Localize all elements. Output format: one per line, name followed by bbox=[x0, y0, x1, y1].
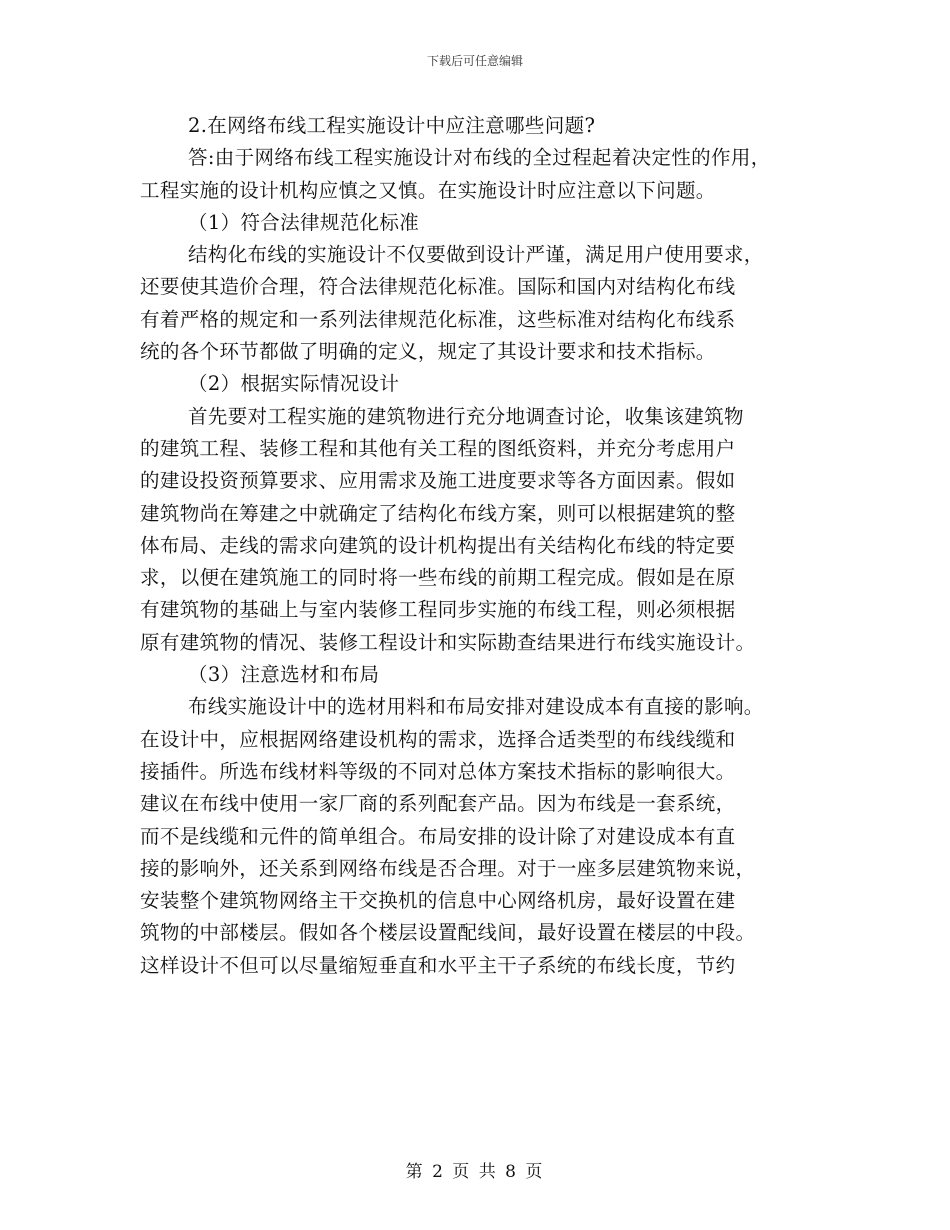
text-line: 还要使其造价合理，符合法律规范化标准。国际和国内对结构化布线 bbox=[140, 275, 736, 299]
text-line: 的建设投资预算要求、应用需求及施工进度要求等各方面因素。假如 bbox=[140, 469, 736, 493]
text-line: 建筑物尚在筹建之中就确定了结构化布线方案，则可以根据建筑的整 bbox=[140, 501, 736, 525]
text-line: 有着严格的规定和一系列法律规范化标准，这些标准对结构化布线系 bbox=[140, 307, 736, 331]
text-line: （1）符合法律规范化标准 bbox=[188, 210, 420, 234]
text-line: 2.在网络布线工程实施设计中应注意哪些问题? bbox=[188, 114, 596, 137]
text-line: 体布局、走线的需求向建筑的设计机构提出有关结构化布线的特定要 bbox=[140, 533, 736, 557]
text-line: 布线实施设计中的选材用料和布局安排对建设成本有直接的影响。 bbox=[188, 695, 764, 719]
text-line: 建议在布线中使用一家厂商的系列配套产品。因为布线是一套系统， bbox=[140, 792, 736, 816]
text-line: 有建筑物的基础上与室内装修工程同步实施的布线工程，则必须根据 bbox=[140, 598, 736, 622]
text-line: 接的影响外，还关系到网络布线是否合理。对于一座多层建筑物来说， bbox=[140, 856, 756, 880]
text-line: 求，以便在建筑施工的同时将一些布线的前期工程完成。假如是在原 bbox=[140, 566, 736, 590]
text-line: 统的各个环节都做了明确的定义，规定了其设计要求和技术指标。 bbox=[140, 340, 716, 364]
text-line: 筑物的中部楼层。假如各个楼层设置配线间，最好设置在楼层的中段。 bbox=[140, 921, 756, 945]
text-line: 在设计中，应根据网络建设机构的需求，选择合适类型的布线线缆和 bbox=[140, 727, 736, 751]
text-line: 结构化布线的实施设计不仅要做到设计严谨，满足用户使用要求， bbox=[188, 243, 764, 267]
page-header-note: 下载后可任意编辑 bbox=[426, 54, 523, 68]
text-line: 接插件。所选布线材料等级的不同对总体方案技术指标的影响很大。 bbox=[140, 759, 736, 783]
text-line: 这样设计不但可以尽量缩短垂直和水平主干子系统的布线长度，节约 bbox=[140, 953, 736, 977]
text-line: （3）注意选材和布局 bbox=[188, 663, 380, 687]
text-line: 首先要对工程实施的建筑物进行充分地调查讨论，收集该建筑物 bbox=[188, 404, 744, 428]
text-line: 而不是线缆和元件的简单组合。布局安排的设计除了对建设成本有直 bbox=[140, 824, 736, 848]
document-body bbox=[140, 110, 812, 982]
text-line: 原有建筑物的情况、装修工程设计和实际勘查结果进行布线实施设计。 bbox=[140, 630, 756, 654]
text-line: 的建筑工程、装修工程和其他有关工程的图纸资料，并充分考虑用户 bbox=[140, 436, 736, 460]
text-line: 答:由于网络布线工程实施设计对布线的全过程起着决定性的作用， bbox=[188, 146, 771, 170]
text-line: 安装整个建筑物网络主干交换机的信息中心网络机房，最好设置在建 bbox=[140, 889, 736, 913]
page-number-footer: 第 2 页 共 8 页 bbox=[405, 1162, 545, 1182]
text-line: （2）根据实际情况设计 bbox=[188, 372, 400, 396]
text-line: 工程实施的设计机构应慎之又慎。在实施设计时应注意以下问题。 bbox=[140, 178, 716, 202]
